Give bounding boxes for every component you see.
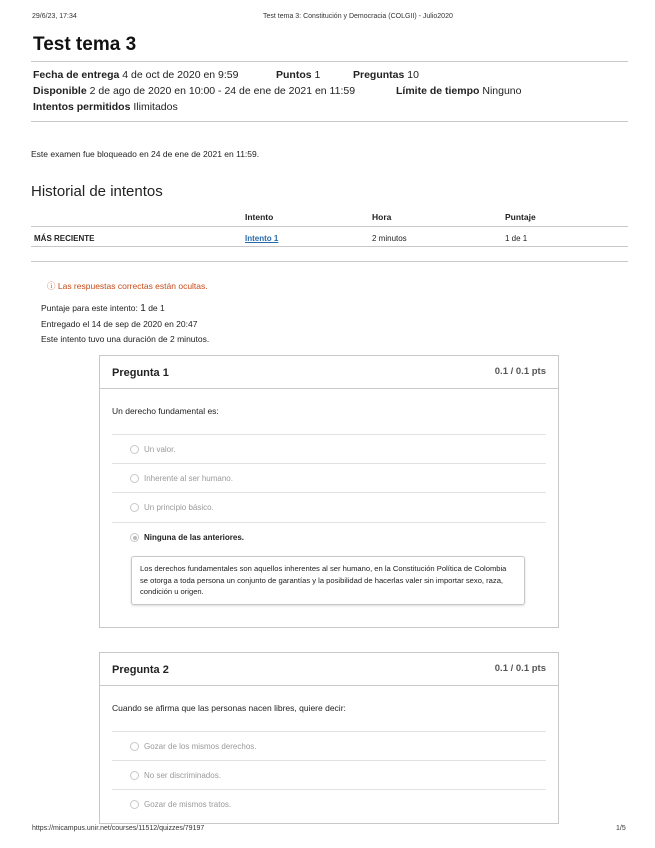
attempt-score-value: 1 <box>140 303 146 314</box>
due-value: 4 de oct de 2020 en 9:59 <box>122 69 239 81</box>
divider <box>31 246 628 247</box>
radio-button-selected[interactable] <box>130 533 139 542</box>
radio-button[interactable] <box>130 474 139 483</box>
radio-button[interactable] <box>130 800 139 809</box>
radio-button[interactable] <box>130 503 139 512</box>
answer-option[interactable] <box>112 760 546 790</box>
answer-label: Gozar de los mismos derechos. <box>144 742 257 751</box>
page-title: Test tema 3 <box>33 34 137 55</box>
divider <box>31 261 628 262</box>
question-title: Pregunta 1 <box>112 367 169 379</box>
available <box>33 85 355 97</box>
hidden-answers-warning: ⓘ Las respuestas correctas están ocultas. <box>47 281 208 291</box>
question-header <box>100 653 558 686</box>
attempt-score: 1 de 1 <box>505 234 528 243</box>
answer-explanation: Los derechos fundamentales son aquellos inherentes al ser humano, en la Constitución Política de Colombia se otorga a toda persona un conjunto de garantías y la posibilidad de hacerlas valer sin importar sexo, raza, condición u origen. <box>131 556 525 605</box>
answer-option[interactable] <box>112 434 546 464</box>
question-1-card <box>99 355 559 628</box>
print-datetime: 29/6/23, 17:34 <box>32 13 77 20</box>
attempts-allowed <box>33 101 178 113</box>
questions-value: 10 <box>407 69 419 81</box>
available-label: Disponible <box>33 85 87 97</box>
available-value: 2 de ago de 2020 en 10:00 - 24 de ene de 2021 en 11:59 <box>89 85 356 97</box>
col-time: Hora <box>372 212 392 222</box>
answer-option[interactable] <box>112 789 546 819</box>
divider <box>31 61 628 62</box>
divider <box>31 121 628 122</box>
time-limit-value: Ninguno <box>482 85 522 97</box>
print-page-number: 1/5 <box>616 825 626 832</box>
attempt-time: 2 minutos <box>372 234 407 243</box>
divider <box>31 226 628 227</box>
attempts-value: Ilimitados <box>133 101 178 113</box>
questions-count <box>353 69 419 81</box>
answer-label: Gozar de mismos tratos. <box>144 800 232 809</box>
locked-notice: Este examen fue bloqueado en 24 de ene de 2021 en 11:59. <box>31 149 260 159</box>
question-header <box>100 356 558 389</box>
col-attempt: Intento <box>245 212 274 222</box>
row-label: MÁS RECIENTE <box>34 234 95 243</box>
questions-label: Preguntas <box>353 69 405 81</box>
due-label: Fecha de entrega <box>33 69 120 81</box>
answer-option[interactable] <box>112 731 546 761</box>
question-2-card <box>99 652 559 824</box>
answer-option[interactable] <box>112 492 546 522</box>
answer-label: Un valor. <box>144 445 176 454</box>
points-value: 1 <box>314 69 321 81</box>
radio-button[interactable] <box>130 445 139 454</box>
answer-label: Inherente al ser humano. <box>144 474 233 483</box>
attempt-duration: Este intento tuvo una duración de 2 minutos. <box>41 334 210 344</box>
answer-label: Ninguna de las anteriores. <box>144 533 245 542</box>
time-limit <box>396 85 521 97</box>
print-url: https://micampus.unir.net/courses/11512/quizzes/79197 <box>32 825 205 832</box>
question-points: 0.1 / 0.1 pts <box>494 663 546 674</box>
print-doc-title: Test tema 3: Constitución y Democracia (COLGII) - Julio2020 <box>263 13 453 20</box>
points-label: Puntos <box>276 69 312 81</box>
question-points: 0.1 / 0.1 pts <box>494 366 546 377</box>
points <box>276 69 320 81</box>
answer-option-selected[interactable] <box>112 522 546 552</box>
answer-option[interactable] <box>112 463 546 493</box>
due-date <box>33 69 238 81</box>
question-text: Un derecho fundamental es: <box>112 406 219 416</box>
submitted-date: Entregado el 14 de sep de 2020 en 20:47 <box>41 319 198 329</box>
attempts-label: Intentos permitidos <box>33 101 131 113</box>
answer-label: No ser discriminados. <box>144 771 221 780</box>
radio-button[interactable] <box>130 742 139 751</box>
history-heading: Historial de intentos <box>31 183 163 200</box>
attempt-score-label: Puntaje para este intento: <box>41 303 138 313</box>
answer-label: Un principio básico. <box>144 503 214 512</box>
question-text: Cuando se afirma que las personas nacen libres, quiere decir: <box>112 703 346 713</box>
radio-button[interactable] <box>130 771 139 780</box>
time-limit-label: Límite de tiempo <box>396 85 480 97</box>
question-title: Pregunta 2 <box>112 664 169 676</box>
attempt-score-suffix: de 1 <box>148 303 165 313</box>
attempt-score-line <box>41 303 165 314</box>
attempt-link[interactable]: Intento 1 <box>245 234 279 243</box>
col-score: Puntaje <box>505 212 536 222</box>
